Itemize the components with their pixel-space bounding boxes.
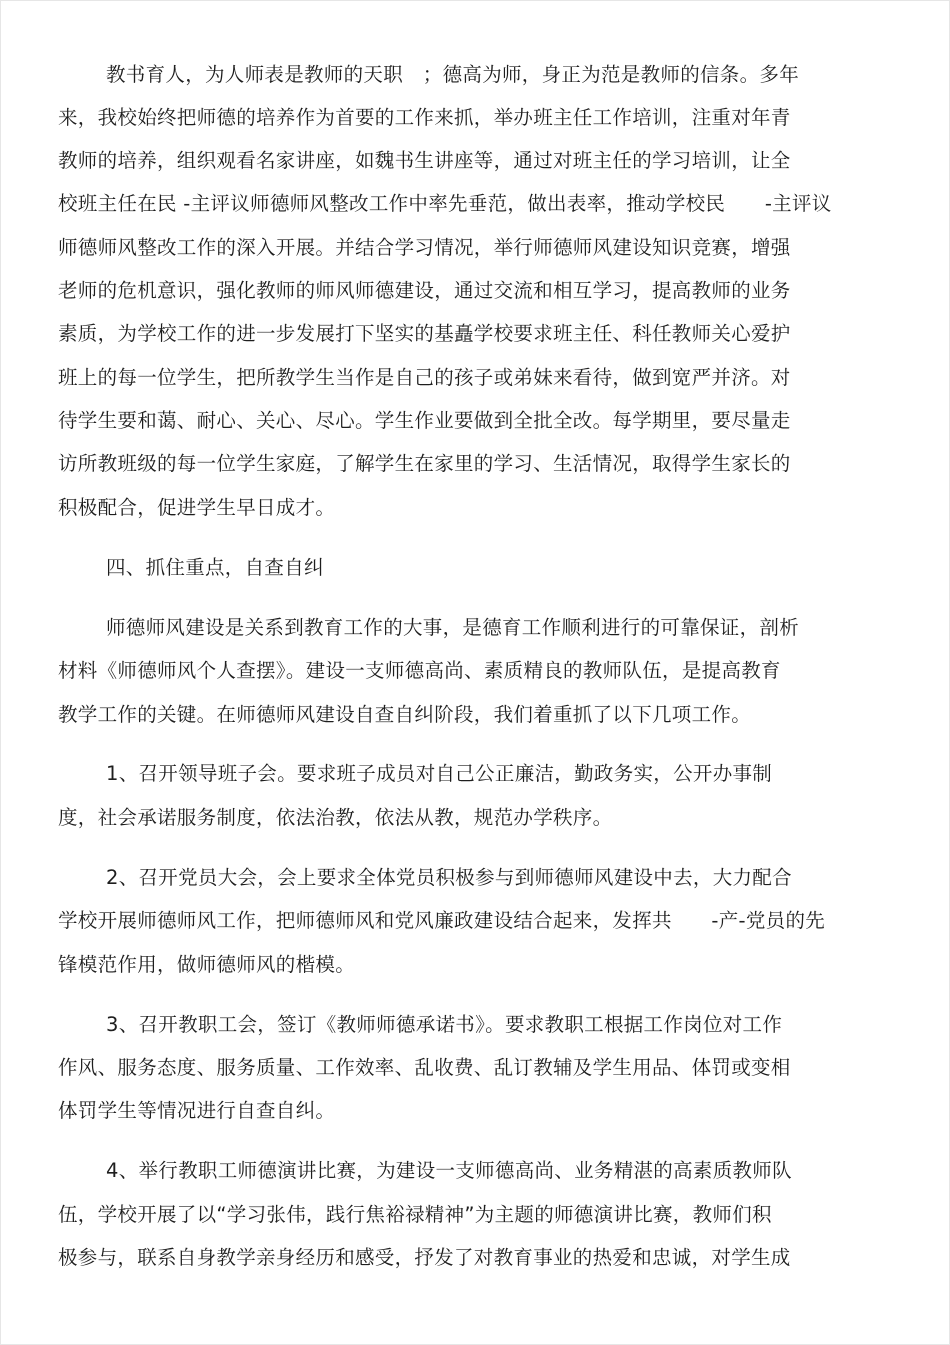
text-line: 作风、服务态度、服务质量、工作效率、乱收费、乱订教辅及学生用品、体罚或变相 <box>58 1056 791 1079</box>
text-line: 材料《师德师风个人查摆》。建设一支师德高尚、素质精良的教师队伍，是提高教育 <box>58 659 781 682</box>
text-line: 师德师风建设是关系到教育工作的大事，是德育工作顺利进行的可靠保证，剖析 <box>106 616 800 639</box>
text-line: 极参与，联系自身教学亲身经历和感受，抒发了对教育事业的热爱和忠诚，对学生成 <box>58 1246 791 1269</box>
text-line: 班上的每一位学生，把所教学生当作是自己的孩子或弟妹来看待，做到宽严并济。对 <box>58 366 791 389</box>
text-line: 积极配合，促进学生早日成才。 <box>58 496 336 519</box>
text-line: 老师的危机意识，强化教师的师风师德建设，通过交流和相互学习，提高教师的业务 <box>58 279 791 302</box>
text-line: 素质，为学校工作的进一步发展打下坚实的基矗学校要求班主任、科任教师关心爱护 <box>58 322 791 345</box>
text-line: 3、召开教职工会，签订《教师师德承诺书》。要求教职工根据工作岗位对工作 <box>106 1013 783 1036</box>
text-line: 4、举行教职工师德演讲比赛，为建设一支师德高尚、业务精湛的高素质教师队 <box>106 1159 792 1182</box>
text-line: 师德师风整改工作的深入开展。并结合学习情况，举行师德师风建设知识竞赛，增强 <box>58 236 791 259</box>
text-line: 学校开展师德师风工作，把师德师风和党风廉政建设结合起来，发挥共 -产-党员的先 <box>58 909 826 932</box>
text-line: 教书育人，为人师表是教师的天职 ；德高为师，身正为范是教师的信条。多年 <box>106 63 800 86</box>
text-line: 待学生要和蔼、耐心、关心、尽心。学生作业要做到全批全改。每学期里，要尽量走 <box>58 409 791 432</box>
text-line: 伍，学校开展了以“学习张伟，践行焦裕禄精神”为主题的师德演讲比赛，教师们积 <box>58 1203 772 1226</box>
section-heading: 四、抓住重点，自查自纠 <box>106 556 324 579</box>
text-line: 2、召开党员大会，会上要求全体党员积极参与到师德师风建设中去，大力配合 <box>106 866 792 889</box>
text-line: 体罚学生等情况进行自查自纠。 <box>58 1099 336 1122</box>
text-line: 校班主任在民 -主评议师德师风整改工作中率先垂范，做出表率，推动学校民 -主评议 <box>58 192 832 215</box>
text-line: 锋模范作用，做师德师风的楷模。 <box>58 953 356 976</box>
text-line: 访所教班级的每一位学生家庭，了解学生在家里的学习、生活情况，取得学生家长的 <box>58 452 791 475</box>
text-line: 教学工作的关键。在师德师风建设自查自纠阶段，我们着重抓了以下几项工作。 <box>58 703 752 726</box>
text-line: 来，我校始终把师德的培养作为首要的工作来抓，举办班主任工作培训，注重对年青 <box>58 106 791 129</box>
text-line: 1、召开领导班子会。要求班子成员对自己公正廉洁，勤政务实，公开办事制 <box>106 762 773 785</box>
text-line: 教师的培养，组织观看名家讲座，如魏书生讲座等，通过对班主任的学习培训，让全 <box>58 149 791 172</box>
text-line: 度，社会承诺服务制度，依法治教，依法从教，规范办学秩序。 <box>58 806 613 829</box>
